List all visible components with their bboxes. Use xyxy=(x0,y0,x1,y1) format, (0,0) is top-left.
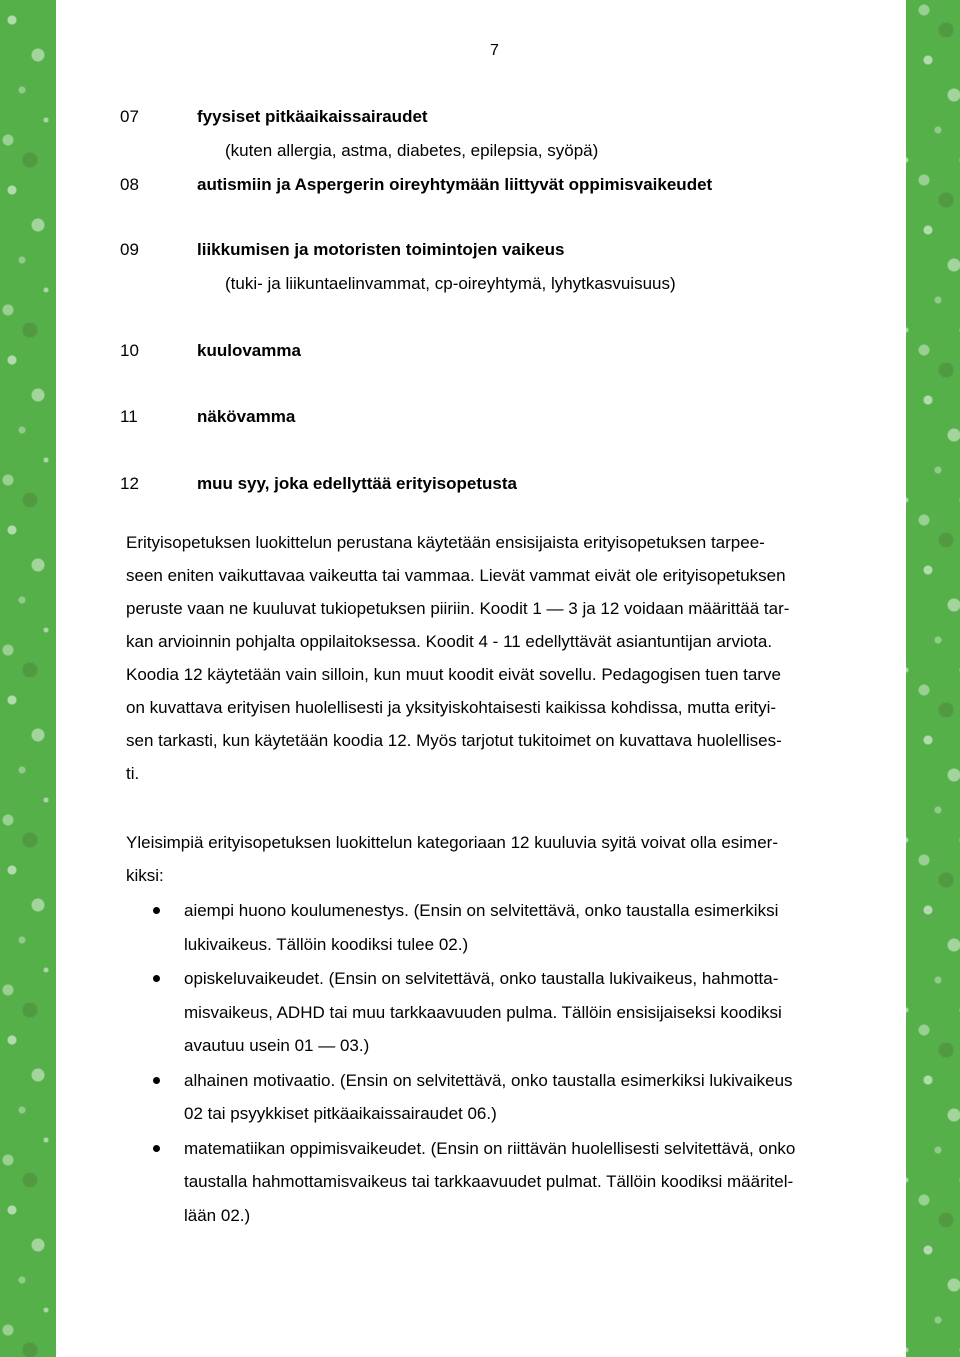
code-number: 07 xyxy=(120,107,139,126)
text-line: Erityisopetuksen luokittelun perustana käytetään ensisijaista erityisopetuksen tarpee- xyxy=(126,533,765,552)
list-item xyxy=(150,894,890,961)
bullet-icon xyxy=(153,907,160,914)
list-item xyxy=(150,1132,890,1233)
code-title: näkövamma xyxy=(197,407,296,426)
text-line: opiskeluvaikeudet. (Ensin on selvitettävä, onko taustalla lukivaikeus, hahmotta- xyxy=(184,969,779,988)
text-line: lään 02.) xyxy=(184,1205,251,1225)
code-title: muu syy, joka edellyttää erityisopetusta xyxy=(197,474,517,493)
paragraph-classification-basis xyxy=(126,526,789,790)
bullet-icon xyxy=(153,1077,160,1084)
list-item xyxy=(150,1064,890,1131)
decorative-border-left xyxy=(0,0,56,1357)
text-line: peruste vaan ne kuuluvat tukiopetuksen piiriin. Koodit 1 — 3 ja 12 voidaan määrittää tar- xyxy=(126,599,790,618)
text-line: Koodia 12 käytetään vain silloin, kun muut koodit eivät sovellu. Pedagogisen tuen tarve xyxy=(126,665,781,684)
text-line: lukivaikeus. Tällöin koodiksi tulee 02.) xyxy=(184,934,469,954)
reason-list xyxy=(150,894,890,1233)
text-line: 02 tai psyykkiset pitkäaikaissairaudet 06.) xyxy=(184,1104,497,1123)
paragraph-common-reasons xyxy=(126,826,778,892)
code-title: kuulovamma xyxy=(197,341,301,360)
text-line: kan arvioinnin pohjalta oppilaitoksessa. Koodit 4 - 11 edellyttävät asiantuntijan arviota. xyxy=(126,632,773,651)
text-line: alhainen motivaatio. (Ensin on selvitettävä, onko taustalla esimerkiksi lukivaikeus xyxy=(184,1070,793,1090)
code-subtitle: (tuki- ja liikuntaelinvammat, cp-oireyhtymä, lyhytkasvuisuus) xyxy=(225,274,676,293)
bullet-icon xyxy=(153,975,160,982)
text-line: Yleisimpiä erityisopetuksen luokittelun kategoriaan 12 kuuluvia syitä voivat olla esimer- xyxy=(126,833,778,852)
text-line: avautuu usein 01 — 03.) xyxy=(184,1036,370,1055)
code-title: liikkumisen ja motoristen toimintojen vaikeus xyxy=(197,240,565,259)
text-line: misvaikeus, ADHD tai muu tarkkaavuuden pulma. Tällöin ensisijaiseksi koodiksi xyxy=(184,1002,782,1022)
text-line: on kuvattava erityisen huolellisesti ja yksityiskohtaisesti kaikissa kohdissa, mutta erityi- xyxy=(126,698,777,717)
code-number: 08 xyxy=(120,175,139,194)
text-line: aiempi huono koulumenestys. (Ensin on selvitettävä, onko taustalla esimerkiksi xyxy=(184,901,779,920)
text-line: seen eniten vaikuttavaa vaikeutta tai vammaa. Lievät vammat eivät ole erityisopetuksen xyxy=(126,566,786,585)
text-line: taustalla hahmottamisvaikeus tai tarkkaavuudet pulmat. Tällöin koodiksi määritel- xyxy=(184,1172,794,1191)
code-number: 10 xyxy=(120,341,139,360)
text-line: sen tarkasti, kun käytetään koodia 12. Myös tarjotut tukitoimet on kuvattava huolellises- xyxy=(126,731,782,750)
decorative-border-right xyxy=(906,0,960,1357)
text-line: ti. xyxy=(126,764,140,783)
code-title: autismiin ja Aspergerin oireyhtymään liittyvät oppimisvaikeudet xyxy=(197,175,713,194)
code-title: fyysiset pitkäaikaissairaudet xyxy=(197,107,428,126)
code-number: 09 xyxy=(120,240,139,259)
text-line: kiksi: xyxy=(126,866,164,885)
code-number: 12 xyxy=(120,474,139,493)
text-line: matematiikan oppimisvaikeudet. (Ensin on riittävän huolellisesti selvitettävä, onko xyxy=(184,1138,796,1158)
bullet-icon xyxy=(153,1145,160,1152)
list-item xyxy=(150,962,890,1063)
page-number: 7 xyxy=(490,42,499,59)
code-subtitle: (kuten allergia, astma, diabetes, epilepsia, syöpä) xyxy=(225,141,599,160)
code-number: 11 xyxy=(120,407,138,426)
